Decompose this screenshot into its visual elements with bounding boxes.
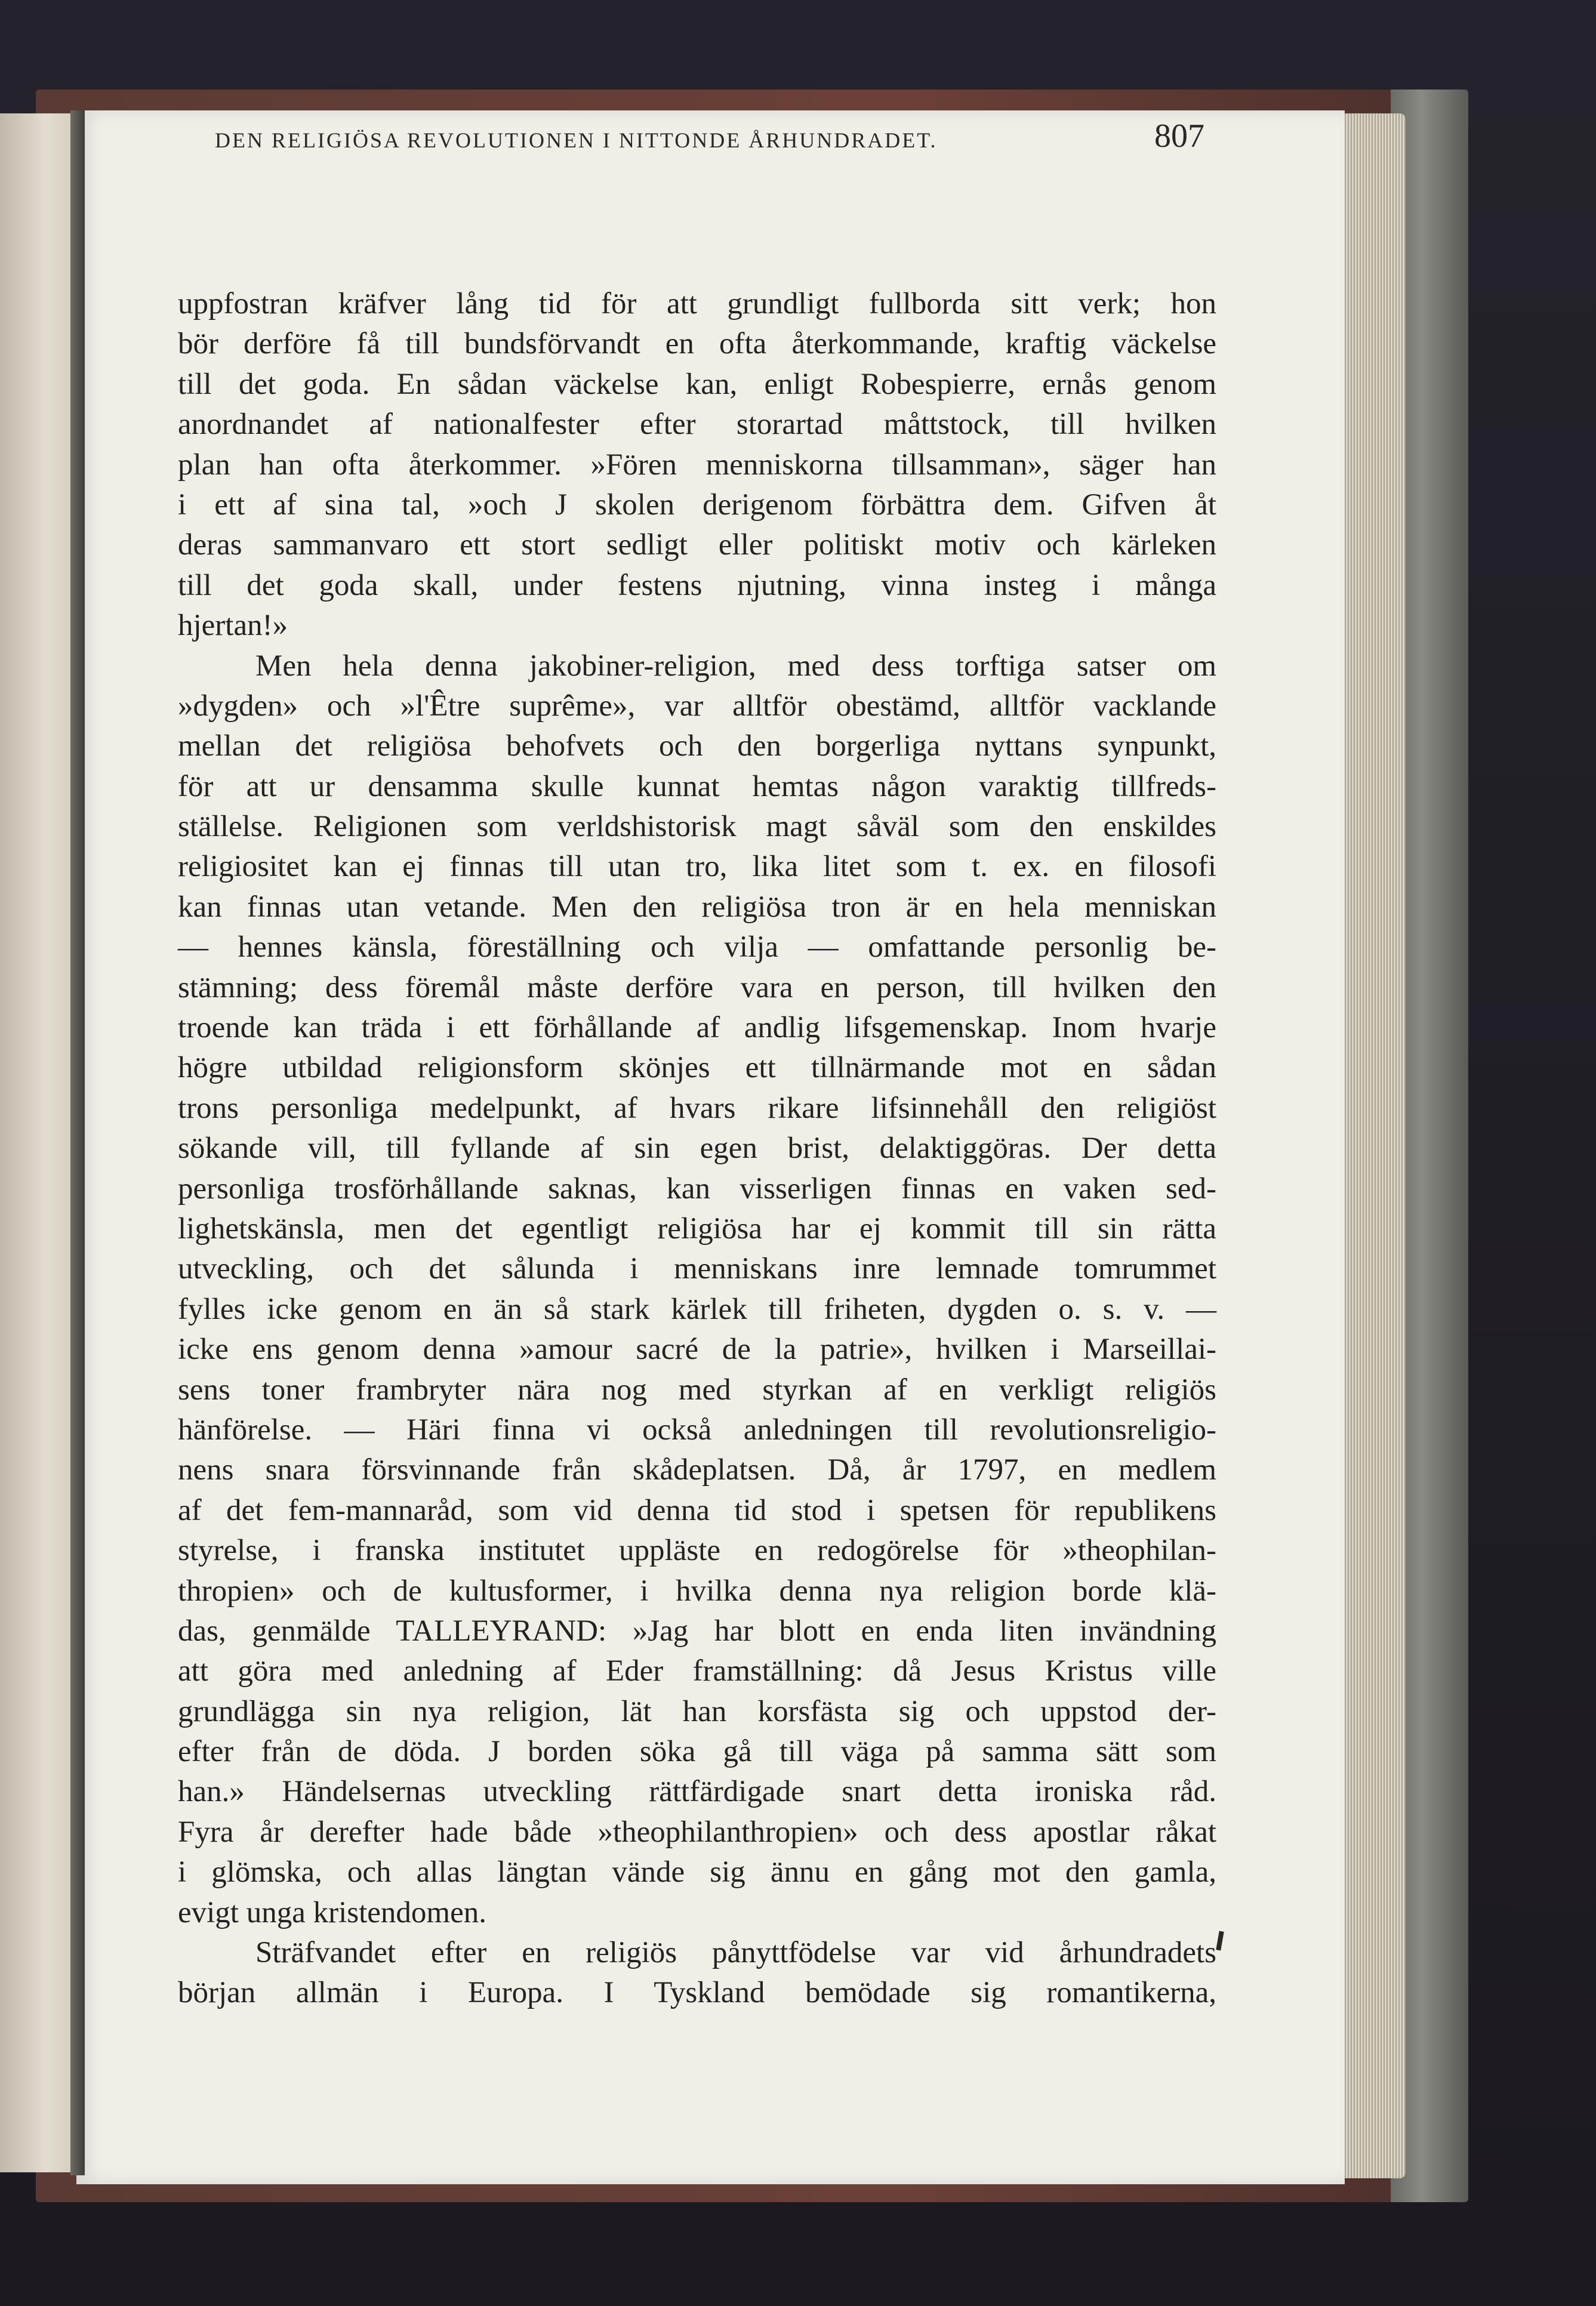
page-number: 807 (1154, 118, 1204, 155)
text-line: icke ens genom denna »amour sacré de la patrie», hvilken i Marseillai- (178, 1333, 1216, 1367)
text-line: — hennes känsla, föreställning och vilja — omfattande personlig be- (178, 930, 1216, 964)
text-line: ställelse. Religionen som verldshistorisk magt såväl som den enskildes (178, 810, 1216, 844)
text-line: sens toner frambryter nära nog med styrkan af en verkligt religiös (178, 1373, 1216, 1407)
text-line: efter från de döda. J borden söka gå till väga på samma sätt som (178, 1735, 1216, 1769)
text-line: i glömska, och allas längtan vände sig ännu en gång mot den gamla, (178, 1855, 1216, 1889)
text-line: evigt unga kristendomen. (178, 1895, 486, 1929)
text-line: Men hela denna jakobiner-religion, med dess torftiga satser om (255, 649, 1216, 683)
text-line: lighetskänsla, men det egentligt religiösa har ej kommit till sin rätta (178, 1211, 1216, 1246)
text-line: religiositet kan ej finnas till utan tro, lika litet som t. ex. en filosofi (178, 850, 1216, 884)
running-title: DEN RELIGIÖSA REVOLUTIONEN I NITTONDE ÅRHUNDRADET. (215, 128, 938, 152)
text-line: af det fem-mannaråd, som vid denna tid stod i spetsen för republikens (178, 1493, 1216, 1527)
text-line: nens snara försvinnande från skådeplatsen. Då, år 1797, en medlem (178, 1453, 1216, 1487)
text-line: början allmän i Europa. I Tyskland bemödade sig romantikerna, (178, 1976, 1216, 2010)
text-line: plan han ofta återkommer. »Fören menniskorna tillsamman», säger han (178, 448, 1216, 482)
left-facing-page (0, 113, 76, 2172)
text-line: han.» Händelsernas utveckling rättfärdigade snart detta ironiska råd. (178, 1775, 1216, 1809)
text-line: deras sammanvaro ett stort sedligt eller politiskt motiv och kärleken (178, 528, 1216, 562)
text-line: »dygden» och »l'Être suprême», var alltför obestämd, alltför vacklande (178, 689, 1216, 723)
text-line: i ett af sina tal, »och J skolen derigenom förbättra dem. Gifven åt (178, 488, 1216, 522)
book-gutter (70, 110, 85, 2175)
text-line: personliga trosförhållande saknas, kan visserligen finnas en vaken sed- (178, 1172, 1216, 1206)
text-line: thropien» och de kultusformer, i hvilka denna nya religion borde klä- (178, 1574, 1216, 1608)
text-line: styrelse, i franska institutet uppläste en redogörelse för »theophilan- (178, 1534, 1216, 1568)
text-line: Fyra år derefter hade både »theophilanthropien» och dess apostlar råkat (178, 1815, 1216, 1849)
text-line: Sträfvandet efter en religiös pånyttfödelse var vid århundradets (255, 1936, 1216, 1970)
text-line: att göra med anledning af Eder framställning: då Jesus Kristus ville (178, 1654, 1216, 1688)
text-line: hjertan!» (178, 609, 288, 643)
text-line: för att ur densamma skulle kunnat hemtas någon varaktig tillfreds- (178, 769, 1216, 803)
page-edges (1340, 113, 1406, 2178)
text-line: kan finnas utan vetande. Men den religiösa tron är en hela menniskan (178, 890, 1216, 924)
text-line: grundlägga sin nya religion, lät han korsfästa sig och uppstod der- (178, 1694, 1216, 1728)
text-line: das, genmälde TALLEYRAND: »Jag har blott en enda liten invändning (178, 1614, 1216, 1648)
text-line: hänförelse. — Häri finna vi också anledningen till revolutionsreligio- (178, 1413, 1216, 1447)
text-line: uppfostran kräfver lång tid för att grundligt fullborda sitt verk; hon (178, 287, 1216, 320)
text-line: anordnandet af nationalfester efter storartad måttstock, till hvilken (178, 408, 1216, 442)
running-head (215, 115, 1230, 168)
text-line: mellan det religiösa behofvets och den borgerliga nyttans synpunkt, (178, 729, 1216, 763)
text-line: fylles icke genom en än så stark kärlek till friheten, dygden o. s. v. — (178, 1292, 1216, 1326)
text-line: till det goda. En sådan väckelse kan, enligt Robespierre, ernås genom (178, 367, 1216, 401)
text-line: till det goda skall, under festens njutning, vinna insteg i många (178, 568, 1216, 602)
text-line: högre utbildad religionsform skönjes ett tillnärmande mot en sådan (178, 1051, 1216, 1085)
text-line: trons personliga medelpunkt, af hvars rikare lifsinnehåll den religiöst (178, 1091, 1216, 1125)
text-line: sökande vill, till fyllande af sin egen brist, delaktiggöras. Der detta (178, 1132, 1216, 1166)
text-line: stämning; dess föremål måste derföre vara en person, till hvilken den (178, 970, 1216, 1004)
text-line: utveckling, och det sålunda i menniskans inre lemnade tomrummet (178, 1252, 1216, 1286)
body-text (178, 284, 1216, 2014)
text-line: troende kan träda i ett förhållande af andlig lifsgemenskap. Inom hvarje (178, 1011, 1216, 1045)
text-line: bör derföre få till bundsförvandt en ofta återkommande, kraftig väckelse (178, 327, 1216, 361)
